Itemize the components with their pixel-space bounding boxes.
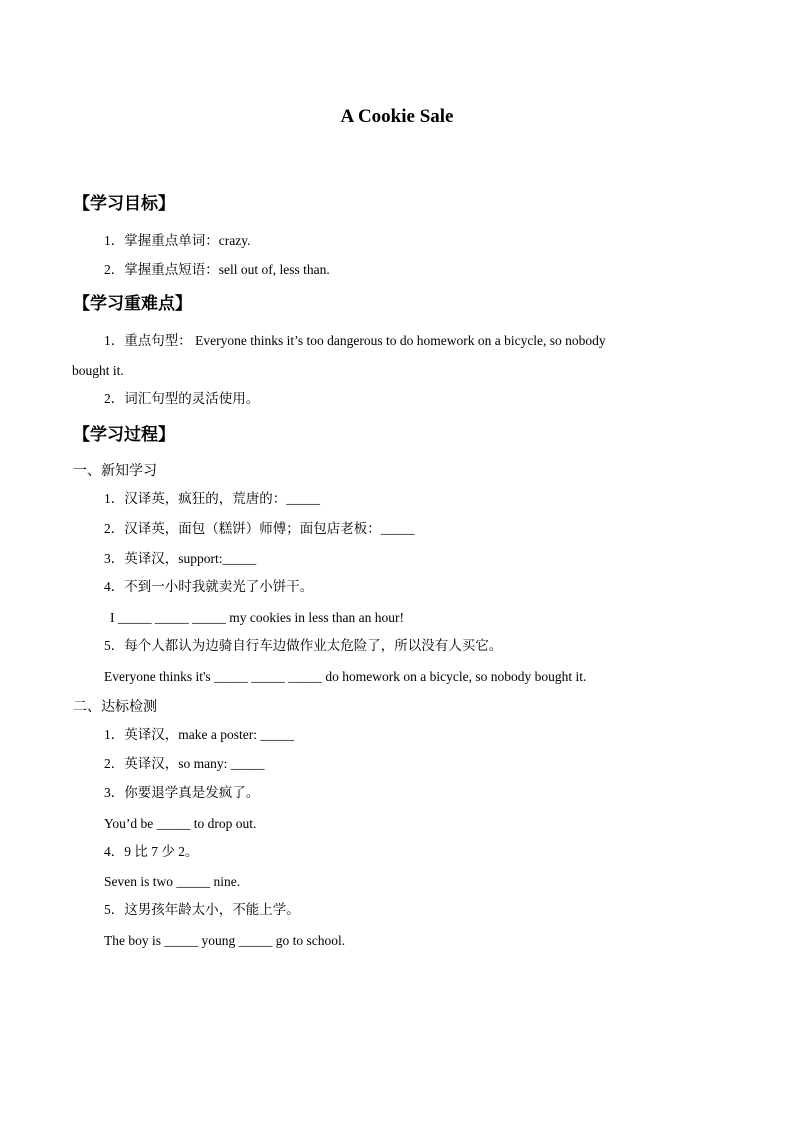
exercise-line: You’d be _____ to drop out. — [104, 816, 257, 831]
exercise-line: 5．每个人都认为边骑自行车边做作业太危险了，所以没有人买它。 — [104, 638, 503, 653]
section-heading-objectives: 【学习目标】 — [73, 194, 175, 214]
part-heading-new-learning: 一、新知学习 — [73, 464, 157, 479]
exercise-line: The boy is _____ young _____ go to school. — [104, 933, 346, 948]
exercise-line: Seven is two _____ nine. — [104, 874, 241, 889]
page-title: A Cookie Sale — [340, 106, 454, 127]
objective-item: 1．掌握重点单词：crazy. — [104, 233, 251, 248]
keypoint-item: 2．词汇句型的灵活使用。 — [104, 391, 260, 406]
exercise-line: Everyone thinks it's _____ _____ _____ do homework on a bicycle, so nobody bought it. — [104, 669, 587, 684]
part-heading-assessment: 二、达标检测 — [73, 700, 157, 715]
exercise-line: 2．汉译英，面包（糕饼）师傅；面包店老板：_____ — [104, 521, 415, 536]
exercise-line: 1．英译汉，make a poster: _____ — [104, 727, 295, 742]
exercise-line: 4．不到一小时我就卖光了小饼干。 — [104, 579, 314, 594]
section-heading-process: 【学习过程】 — [73, 425, 175, 445]
keypoint-item-continuation: bought it. — [72, 363, 124, 378]
keypoint-item: 1．重点句型： Everyone thinks it’s too dangerous to do homework on a bicycle, so nobody — [104, 333, 606, 348]
exercise-line: 3．英译汉，support:_____ — [104, 551, 257, 566]
exercise-line: I _____ _____ _____ my cookies in less than an hour! — [110, 610, 404, 625]
section-heading-keypoints: 【学习重难点】 — [73, 294, 192, 314]
exercise-line: 2．英译汉，so many: _____ — [104, 756, 265, 771]
exercise-line: 3．你要退学真是发疯了。 — [104, 785, 260, 800]
exercise-line: 4．9 比 7 少 2。 — [104, 844, 199, 859]
objective-item: 2．掌握重点短语：sell out of, less than. — [104, 262, 330, 277]
exercise-line: 1．汉译英，疯狂的，荒唐的：_____ — [104, 491, 320, 506]
exercise-line: 5．这男孩年龄太小，不能上学。 — [104, 902, 300, 917]
